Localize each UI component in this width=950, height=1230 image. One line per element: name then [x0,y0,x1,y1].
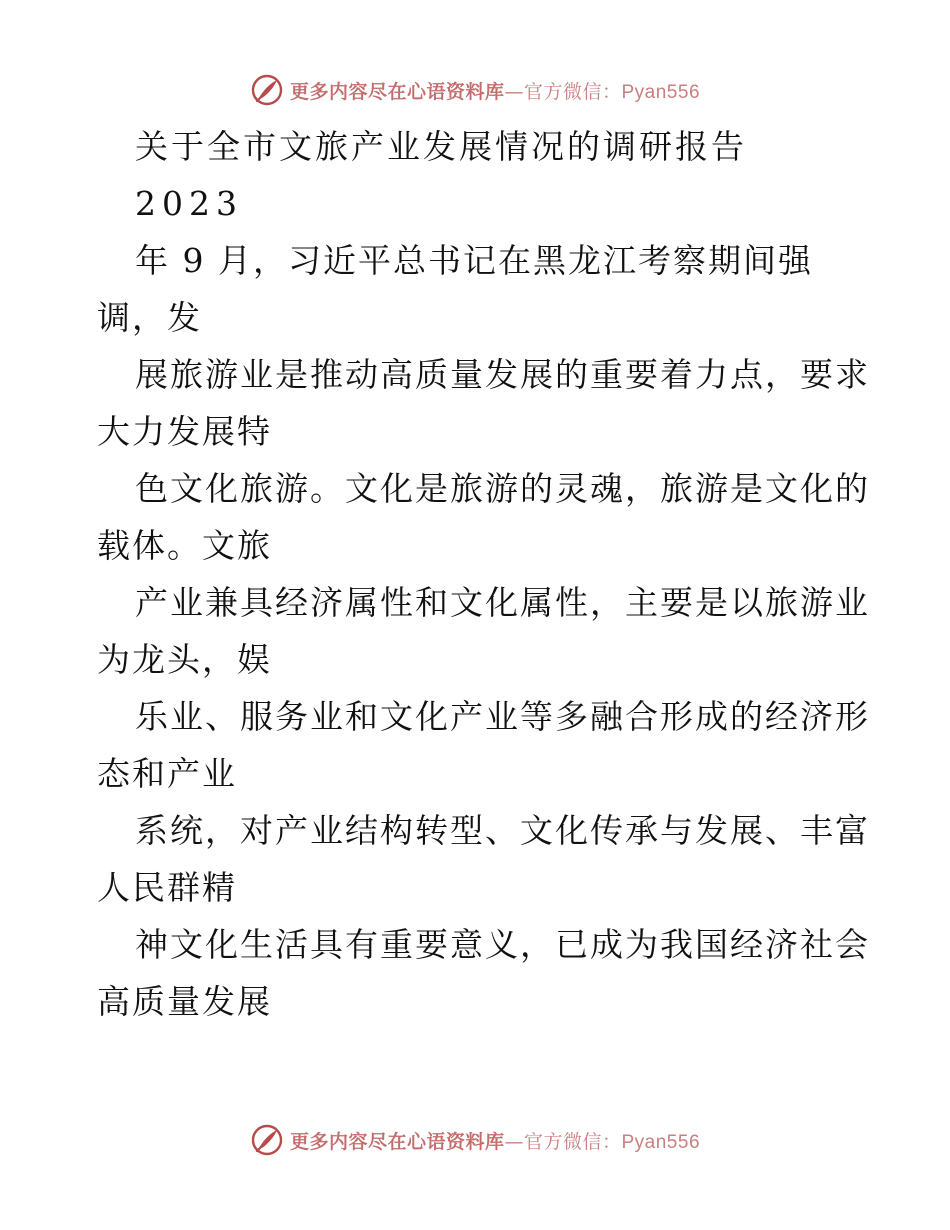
quill-logo-icon [250,73,284,107]
text-line: 为龙头，娱 [97,640,272,679]
text-line: 展旅游业是推动高质量发展的重要着力点，要求 [135,355,870,394]
document-title: 关于全市文旅产业发展情况的调研报告 [135,127,747,166]
footer-watermark [0,1120,950,1160]
header-watermark [0,70,950,110]
text-line: 年 9 月，习近平总书记在黑龙江考察期间强 [135,241,813,280]
text-line: 人民群精 [97,868,237,907]
watermark-text: 更多内容尽在心语资料库—官方微信：Pyan556 [289,80,701,103]
text-line: 乐业、服务业和文化产业等多融合形成的经济形 [135,697,870,736]
text-line: 调，发 [97,298,202,337]
text-line: 态和产业 [97,754,237,793]
document-body [97,118,870,1030]
text-line: 产业兼具经济属性和文化属性，主要是以旅游业 [135,583,870,622]
text-line: 载体。文旅 [97,526,272,565]
text-line: 系统，对产业结构转型、文化传承与发展、丰富 [135,811,870,850]
text-line: 大力发展特 [97,412,272,451]
quill-logo-icon [250,1123,284,1157]
text-line: 色文化旅游。文化是旅游的灵魂，旅游是文化的 [135,469,870,508]
watermark-text: 更多内容尽在心语资料库—官方微信：Pyan556 [289,1130,701,1153]
text-line: 神文化生活具有重要意义，已成为我国经济社会 [135,925,870,964]
text-line: 2023 [135,184,243,223]
text-line: 高质量发展 [97,982,272,1021]
